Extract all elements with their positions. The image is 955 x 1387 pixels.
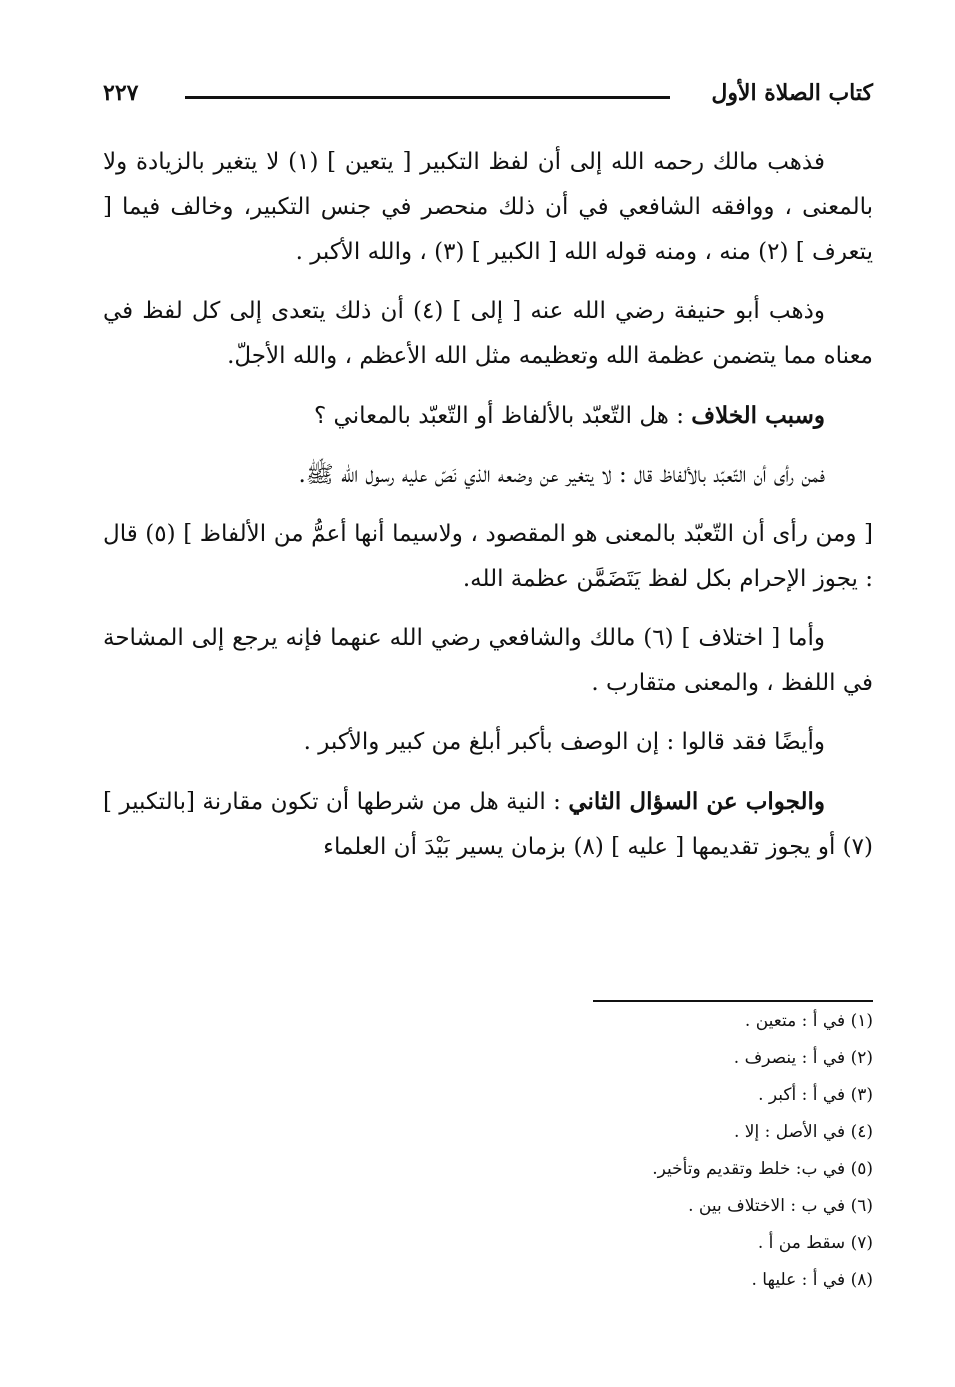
paragraph-text: فمن رأى أن التّعبّد بالألفاظ قال : لا يتغير عن وضعه الذي نَصّ عليه رسول الله ﷺ. [298, 462, 825, 488]
header-title: كتاب الصلاة الأول [711, 80, 873, 106]
footnote: (٦) في ب : الاختلاف بين . [688, 1196, 873, 1216]
header-rule [185, 96, 670, 99]
page-number: ٢٢٧ [103, 80, 139, 106]
footnote: (٨) في أ : عليها . [751, 1270, 873, 1290]
paragraph [103, 616, 873, 706]
paragraph [103, 512, 873, 602]
footnote: (٥) في ب: خلط وتقديم وتأخير. [652, 1159, 873, 1179]
page-header [103, 80, 873, 120]
paragraph [103, 779, 873, 870]
paragraph-text: وذهب أبو حنيفة رضي الله عنه [ إلى ] (٤) أن ذلك يتعدى إلى كل لفظ في معناه مما يتضمن عظمة الله وتعظيمه مثل الله الأعظم ، والله الأجلّ. [103, 298, 873, 369]
paragraph [103, 453, 873, 498]
footnote: (٢) في أ : ينصرف . [733, 1048, 873, 1068]
paragraph-text: وأما [ اختلاف ] (٦) مالك والشافعي رضي الله عنهما فإنه يرجع إلى المشاحة في اللفظ ، والمعنى متقارب . [103, 625, 873, 696]
paragraph [103, 393, 873, 439]
main-text [103, 140, 873, 884]
footnotes [273, 1003, 873, 1299]
footnote: (٤) في الأصل : إلا . [733, 1122, 873, 1142]
paragraph-text: وأيضًا فقد قالوا : إن الوصف بأكبر أبلغ من كبير والأكبر . [303, 729, 825, 755]
paragraph-text: [ ومن رأى أن التّعبّد بالمعنى هو المقصود ، ولاسيما أنها أعمُّ من الألفاظ ] (٥) قال : يجوز الإحرام بكل لفظ يَتَضَمَّن عظمة الله. [103, 521, 874, 592]
footnote: (٣) في أ : أكبر . [758, 1085, 873, 1105]
footnote: (١) في أ : متعين . [744, 1011, 873, 1031]
paragraph-text: : هل التّعبّد بالألفاظ أو التّعبّد بالمعاني ؟ [314, 403, 684, 429]
paragraph-text: فذهب مالك رحمه الله إلى أن لفظ التكبير [ يتعين ] (١) لا يتغير بالزيادة ولا بالمعنى ، ووافقه الشافعي في أن ذلك منحصر في جنس التكبير، وخالف فيما [ يتعرف ] (٢) منه ، ومنه قوله الله [ الكبير ] (٣) ، والله الأكبر . [103, 149, 873, 265]
paragraph-lead: والجواب عن السؤال الثاني [568, 788, 825, 815]
paragraph [103, 720, 873, 765]
footnote: (٧) سقط من أ . [757, 1233, 873, 1253]
paragraph [103, 140, 873, 275]
paragraph [103, 289, 873, 379]
footnote-rule [593, 1000, 873, 1002]
paragraph-lead: وسبب الخلاف [691, 402, 825, 429]
paragraph-text: : النية هل من شرطها أن تكون مقارنة [بالتكبير ] (٧) أو يجوز تقديمها [ عليه ] (٨) بزمان يسير بَيْدَ أن العلماء [103, 789, 873, 860]
